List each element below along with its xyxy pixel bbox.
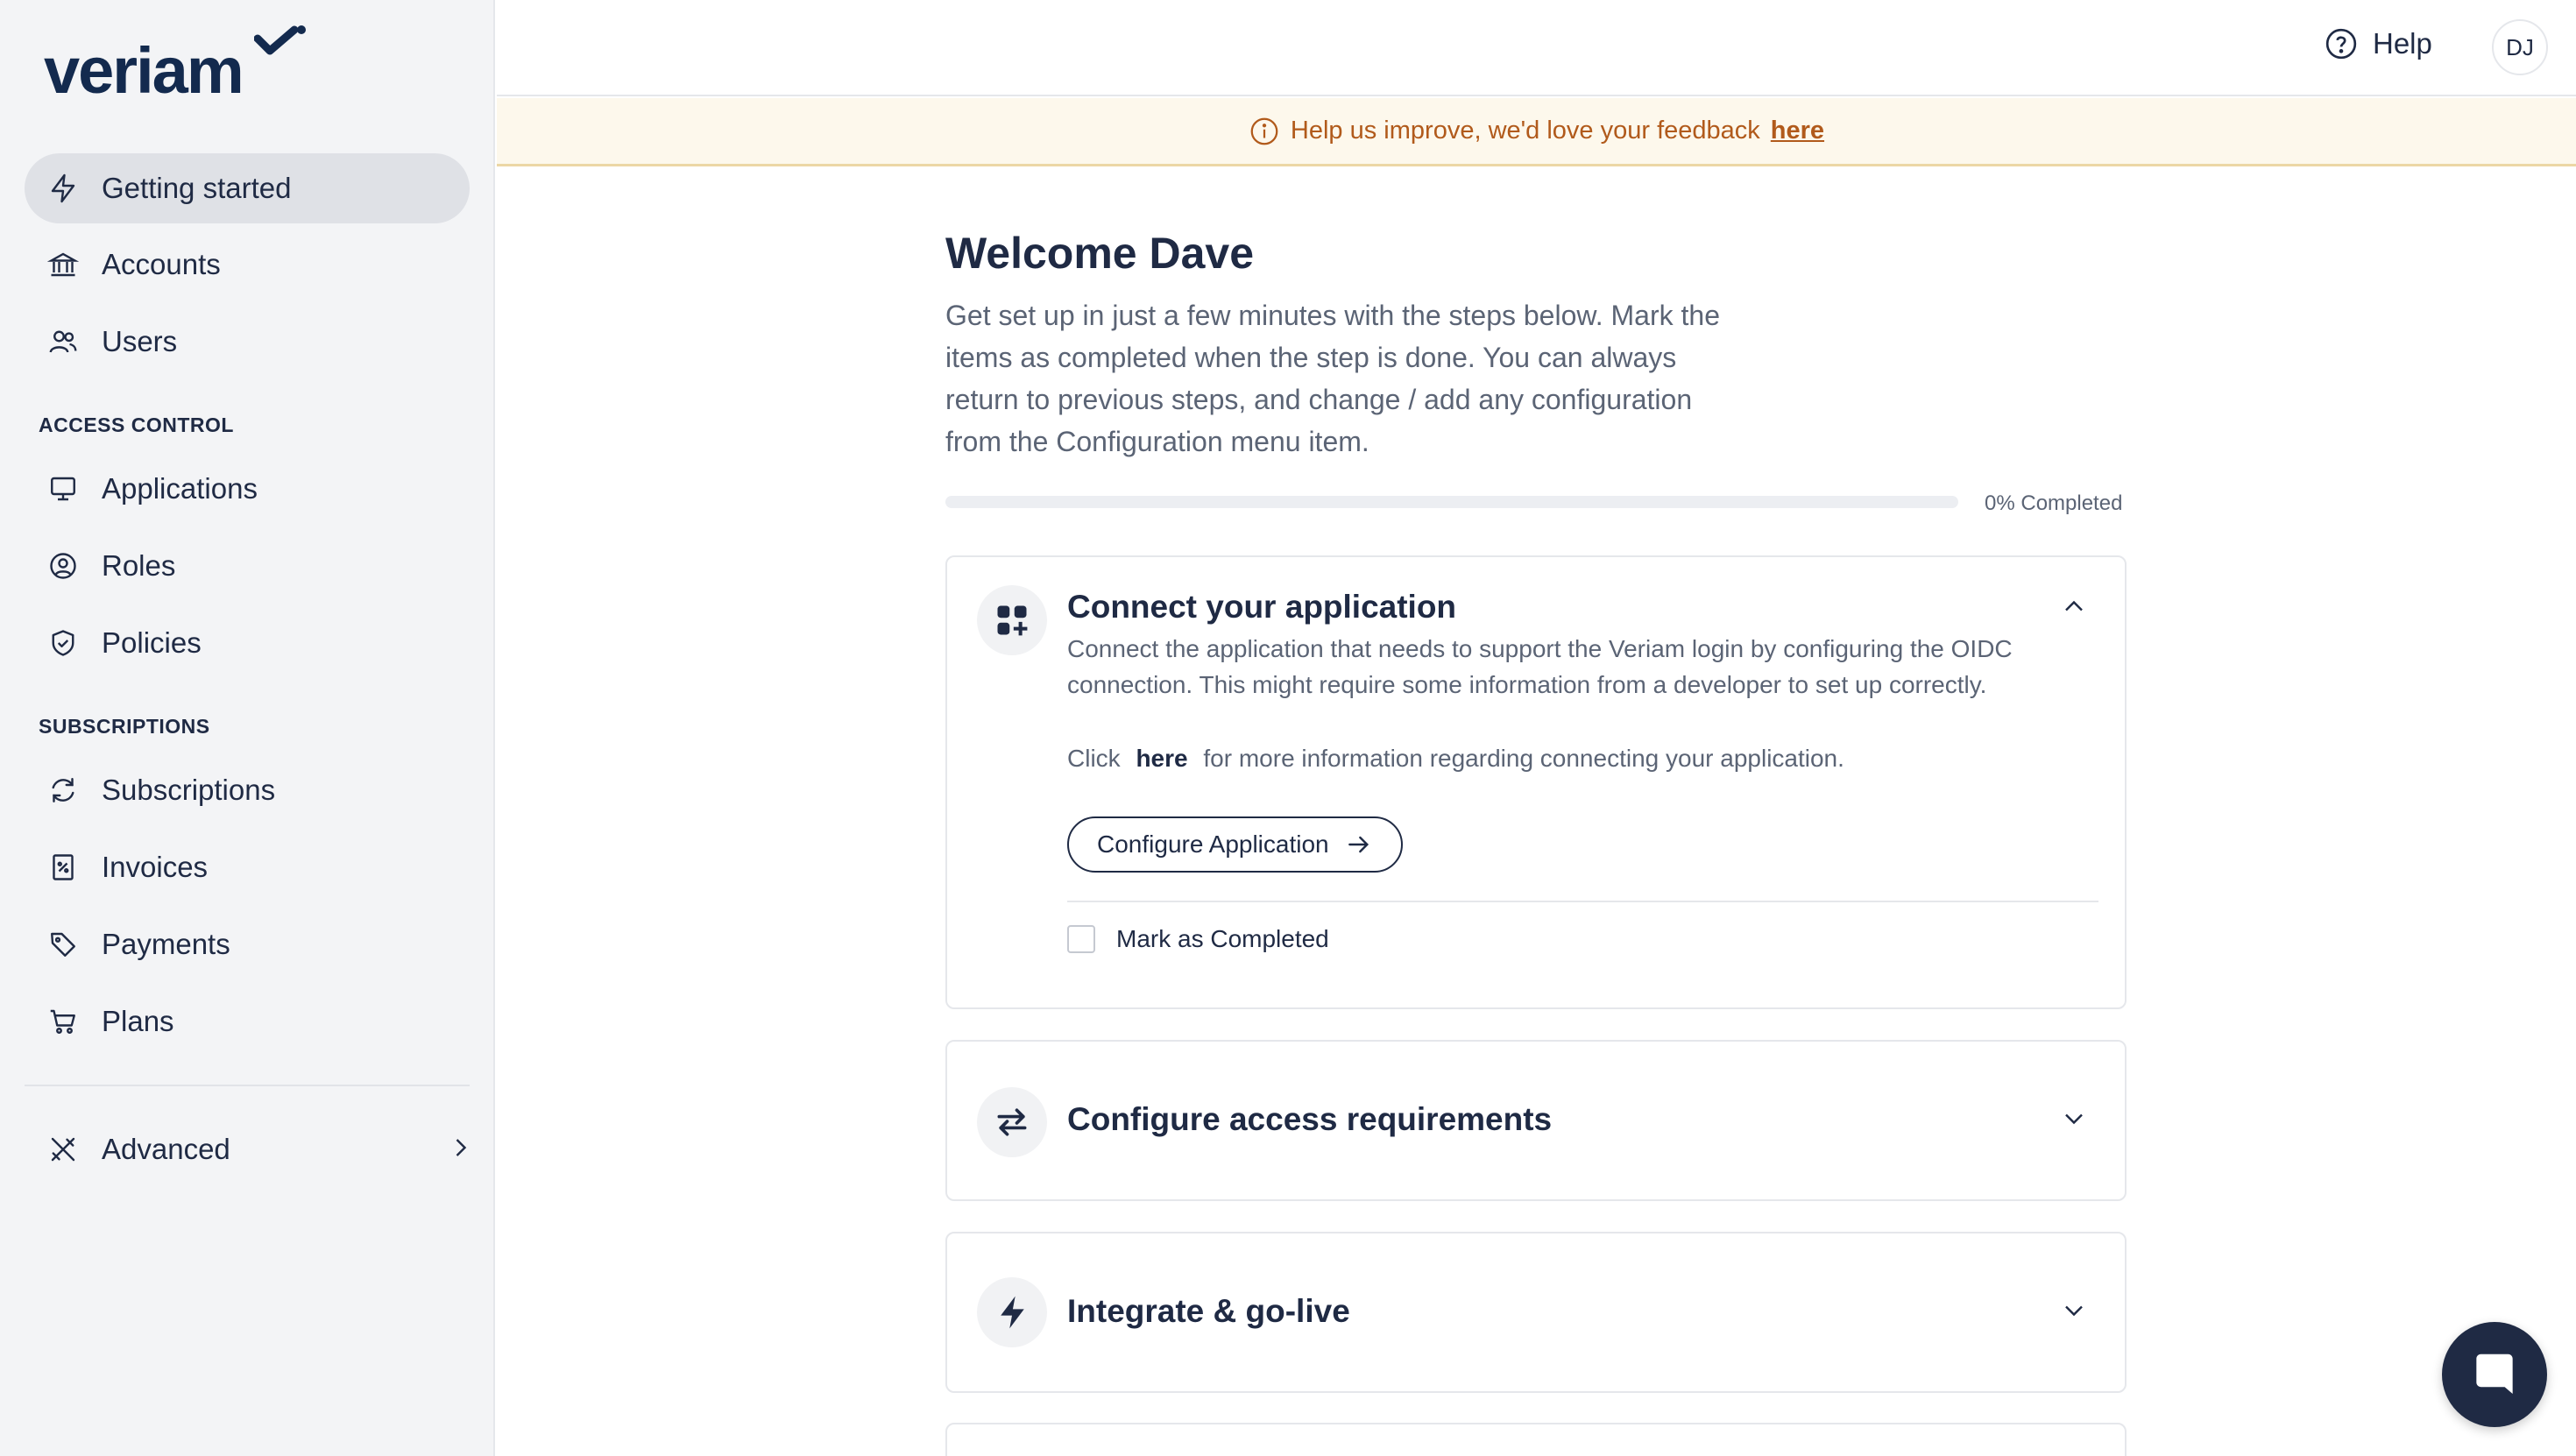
top-bar [497, 0, 2576, 96]
sidebar-item-policies[interactable] [25, 608, 470, 678]
configure-application-button[interactable] [1067, 816, 1403, 873]
feedback-link[interactable]: here [1770, 117, 1825, 145]
receipt-icon [46, 850, 81, 885]
step-card-connect-application [945, 555, 2127, 1009]
arrows-swap-icon [977, 1087, 1047, 1157]
feedback-banner [497, 98, 2576, 166]
avatar[interactable]: DJ [2492, 19, 2548, 75]
veriam-logo[interactable] [44, 25, 315, 107]
section-access-control: ACCESS CONTROL [39, 413, 234, 436]
sidebar-item-label: Plans [102, 1005, 174, 1037]
sidebar-item-getting-started[interactable] [25, 153, 470, 223]
mark-completed-row[interactable] [1067, 925, 1329, 953]
sidebar-item-label: Policies [102, 626, 202, 659]
help-circle-icon [2324, 26, 2359, 61]
sidebar [0, 0, 495, 1456]
user-circle-icon [46, 548, 81, 583]
sidebar-item-label: Applications [102, 472, 258, 505]
tools-icon [46, 1132, 81, 1167]
sidebar-item-label: Payments [102, 928, 230, 960]
card-divider [1067, 901, 2098, 902]
progress-bar [945, 496, 1958, 508]
sidebar-item-label: Advanced [102, 1133, 230, 1165]
sidebar-item-invoices[interactable] [25, 832, 470, 902]
logo-text: veriam [44, 34, 243, 107]
sidebar-item-label: Users [102, 325, 178, 357]
arrow-right-icon [1345, 830, 1373, 859]
cart-icon [46, 1004, 81, 1039]
configure-application-label: Configure Application [1097, 830, 1329, 858]
help-button[interactable] [2324, 26, 2432, 61]
sidebar-item-plans[interactable] [25, 986, 470, 1057]
tag-icon [46, 927, 81, 962]
intro-text: Get set up in just a few minutes with the steps below. Mark the items as completed when the step is done. You can always return to previous steps, and change / add any configuration from the Configuration menu item. [945, 300, 1720, 457]
section-subscriptions: SUBSCRIPTIONS [39, 715, 210, 738]
bolt-filled-icon [977, 1277, 1047, 1347]
page-title: Welcome Dave [945, 229, 1255, 278]
bank-icon [46, 247, 81, 282]
shield-check-icon [46, 626, 81, 661]
sidebar-item-label: Getting started [102, 172, 292, 204]
sidebar-item-users[interactable] [25, 307, 470, 377]
more-info-suffix: for more information regarding connecting your application. [1203, 745, 1844, 772]
more-info-prefix: Click [1067, 745, 1121, 772]
monitor-icon [46, 471, 81, 506]
chat-button[interactable] [2442, 1322, 2547, 1427]
step-title: Integrate & go-live [1067, 1293, 1350, 1329]
step-card-next[interactable] [945, 1423, 2127, 1456]
mark-completed-label: Mark as Completed [1116, 925, 1329, 952]
step-card-integrate-go-live[interactable] [945, 1232, 2127, 1393]
sidebar-item-roles[interactable] [25, 531, 470, 601]
sidebar-item-applications[interactable] [25, 454, 470, 524]
refresh-icon [46, 773, 81, 808]
chat-bubble-icon [2467, 1347, 2522, 1402]
more-info-line [1067, 745, 1844, 773]
bolt-icon [46, 171, 81, 206]
banner-text: Help us improve, we'd love your feedback [1290, 117, 1760, 145]
more-info-link[interactable]: here [1136, 745, 1188, 772]
users-icon [46, 324, 81, 359]
chevron-up-icon[interactable] [2058, 590, 2090, 626]
apps-add-icon [977, 585, 1047, 655]
sidebar-item-payments[interactable] [25, 909, 470, 979]
step-card-configure-access[interactable] [945, 1040, 2127, 1201]
step-title: Configure access requirements [1067, 1101, 1553, 1137]
sidebar-item-label: Invoices [102, 851, 209, 883]
help-label: Help [2373, 27, 2432, 60]
sidebar-item-label: Roles [102, 549, 176, 582]
progress-label: 0% Completed [1985, 491, 2123, 515]
step-title: Connect your application [1067, 589, 1457, 625]
sidebar-item-subscriptions[interactable] [25, 755, 470, 825]
sidebar-item-accounts[interactable] [25, 230, 470, 300]
logo-check-icon [254, 25, 308, 56]
mark-completed-checkbox[interactable] [1067, 925, 1095, 953]
sidebar-item-label: Accounts [102, 248, 221, 280]
info-icon [1249, 116, 1280, 147]
sidebar-item-label: Subscriptions [102, 774, 276, 806]
chevron-down-icon[interactable] [2058, 1295, 2090, 1331]
sidebar-item-advanced[interactable] [25, 1114, 470, 1184]
chevron-right-icon [445, 1132, 477, 1168]
step-description: Connect the application that needs to support the Veriam login by configuring the OIDC connection. This might require some information from a developer to set up correctly. [1067, 635, 2013, 698]
chevron-down-icon[interactable] [2058, 1103, 2090, 1139]
sidebar-divider [25, 1085, 470, 1086]
